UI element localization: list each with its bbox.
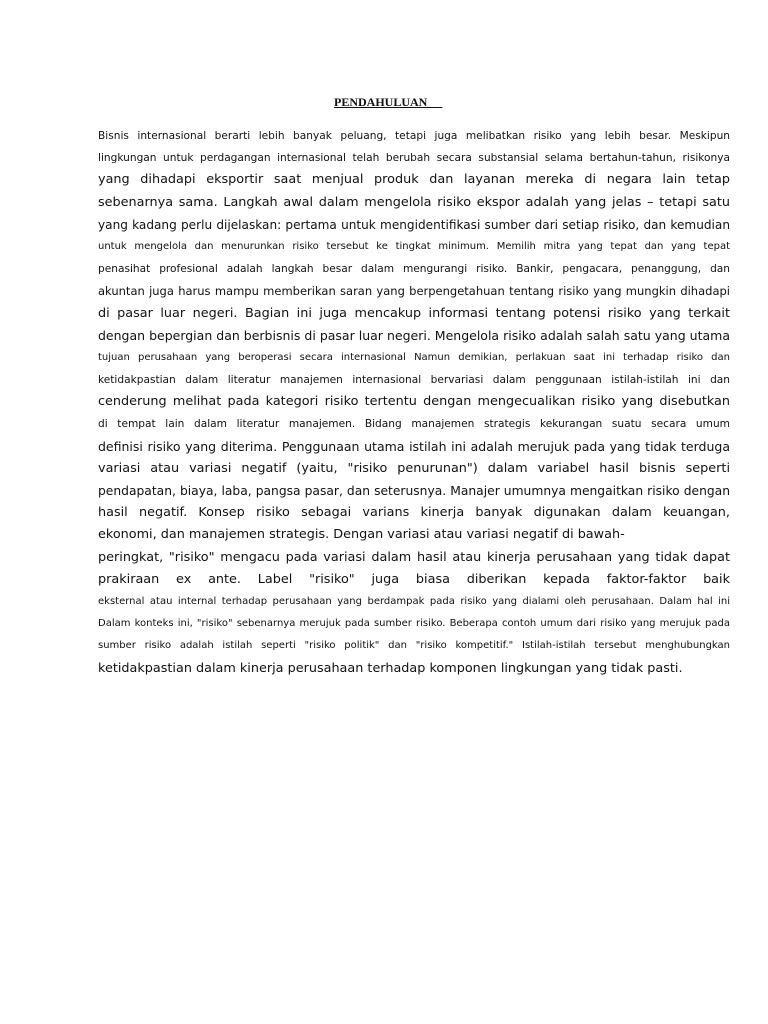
text-line: pendapatan, biaya, laba, pangsa pasar, dan seterusnya. Manajer umumnya mengaitkan risiko dengan: [98, 484, 730, 498]
body-paragraph: [98, 125, 730, 680]
text-line: Dalam konteks ini, "risiko" sebenarnya merujuk pada sumber risiko. Beberapa contoh umum dari risiko yang merujuk pada: [98, 618, 730, 630]
text-line: yang dihadapi eksportir saat menjual produk dan layanan mereka di negara lain tetap: [98, 172, 730, 188]
text-line: lingkungan untuk perdagangan internasional telah berubah secara substansial selama bertahun-tahun, risikonya: [98, 152, 730, 165]
text-line: di tempat lain dalam literatur manajemen. Bidang manajemen strategis kekurangan suatu secara umum: [98, 418, 730, 431]
text-line: peringkat, "risiko" mengacu pada variasi dalam hasil atau kinerja perusahaan yang tidak dapat: [98, 549, 730, 565]
text-line: yang kadang perlu dijelaskan: pertama untuk mengidentifikasi sumber dari setiap risiko, dan kemudian: [98, 217, 730, 232]
text-line: untuk mengelola dan menurunkan risiko tersebut ke tingkat minimum. Memilih mitra yang tepat dan yang tepat: [98, 240, 730, 252]
text-line: ketidakpastian dalam literatur manajemen internasional bervariasi dalam penggunaan istilah-istilah ini dan: [98, 374, 730, 387]
text-line: definisi risiko yang diterima. Penggunaan utama istilah ini adalah merujuk pada yang tidak terduga: [98, 438, 730, 454]
text-line: Bisnis internasional berarti lebih banyak peluang, tetapi juga melibatkan risiko yang lebih besar. Meskipun: [98, 130, 730, 142]
text-line: variasi atau variasi negatif (yaitu, "risiko penurunan") dalam variabel hasil bisnis seperti: [98, 460, 730, 476]
text-line: dengan bepergian dan berbisnis di pasar luar negeri. Mengelola risiko adalah salah satu yang utama: [98, 327, 730, 343]
text-line: ketidakpastian dalam kinerja perusahaan terhadap komponen lingkungan yang tidak pasti.: [98, 660, 683, 676]
text-line: sumber risiko adalah istilah seperti "risiko politik" dan "risiko kompetitif." Istilah-istilah tersebut menghubungkan: [98, 640, 730, 652]
text-line: di pasar luar negeri. Bagian ini juga mencakup informasi tentang potensi risiko yang terkait: [98, 305, 730, 321]
text-line: sebenarnya sama. Langkah awal dalam mengelola risiko ekspor adalah yang jelas – tetapi satu: [98, 194, 730, 210]
text-line: tujuan perusahaan yang beroperasi secara internasional Namun demikian, perlakuan saat ini terhadap risiko dan: [98, 351, 730, 363]
text-line: akuntan juga harus mampu memberikan saran yang berpengetahuan tentang risiko yang mungkin dihadapi: [98, 284, 730, 299]
page-title: PENDAHULUAN: [334, 95, 443, 109]
text-line: penasihat profesional adalah langkah besar dalam mengurangi risiko. Bankir, pengacara, penanggung, dan: [98, 263, 730, 276]
text-line: hasil negatif. Konsep risiko sebagai varians kinerja banyak digunakan dalam keuangan,: [98, 505, 730, 521]
text-line: prakiraan ex ante. Label "risiko" juga biasa diberikan kepada faktor-faktor baik: [98, 571, 730, 587]
text-line: cenderung melihat pada kategori risiko tertentu dengan mengecualikan risiko yang disebutkan: [98, 394, 730, 410]
text-line: ekonomi, dan manajemen strategis. Dengan variasi atau variasi negatif di bawah-: [98, 527, 625, 543]
text-line: eksternal atau internal terhadap perusahaan yang berdampak pada risiko yang dialami oleh perusahaan. Dalam hal ini: [98, 595, 730, 607]
